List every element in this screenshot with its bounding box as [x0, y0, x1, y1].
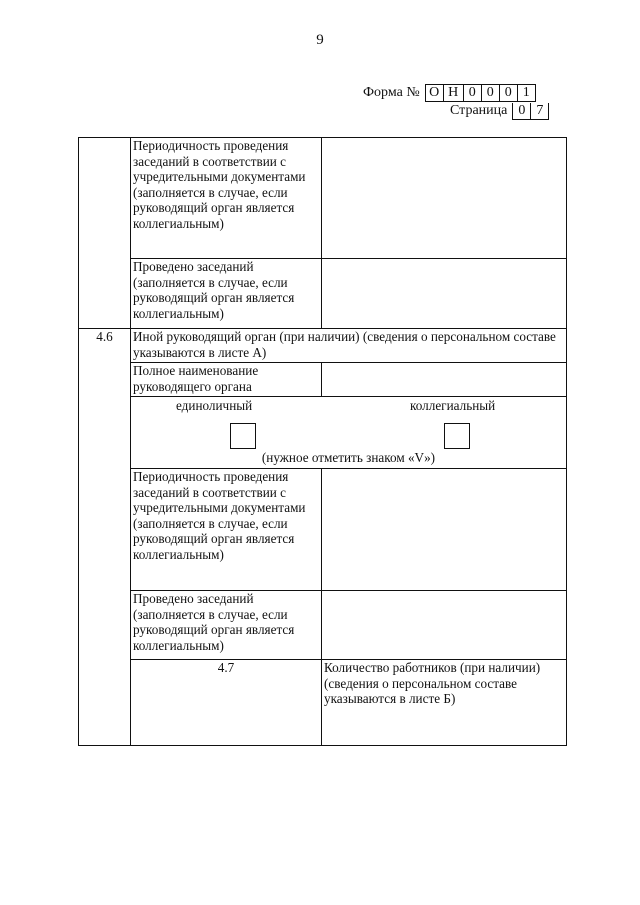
page-cell: 0	[513, 103, 531, 119]
form-code-cell: Н	[444, 85, 464, 101]
section-number: 4.7	[131, 660, 322, 746]
full-name-field[interactable]	[322, 363, 567, 397]
form-label: Форма №	[363, 85, 420, 100]
meetings-label: Проведено заседаний (заполняется в случае, если руководящий орган является коллегиальным)	[131, 591, 322, 660]
full-name-label: Полное наименование руководящего органа	[131, 363, 322, 397]
form-code-cells	[425, 84, 536, 102]
employees-label: Количество работников (при наличии) (сведения о персональном составе указываются в листе Б)	[322, 660, 567, 746]
sole-checkbox[interactable]	[230, 423, 256, 449]
page-cell: 7	[531, 103, 549, 119]
table-row	[79, 469, 567, 591]
form-code-cell: 0	[482, 85, 500, 101]
page-indicator-row	[450, 102, 549, 120]
table-row	[79, 138, 567, 259]
form-code-cell: 0	[464, 85, 482, 101]
form-code-cell: 1	[518, 85, 536, 101]
table-row	[79, 397, 567, 469]
form-code-cell: О	[426, 85, 444, 101]
periodicity-field[interactable]	[322, 469, 567, 591]
table-row	[79, 591, 567, 660]
table-row	[79, 660, 567, 746]
page-label: Страница	[450, 103, 508, 118]
form-code-cell: 0	[500, 85, 518, 101]
page-cells	[512, 103, 549, 120]
table-row	[79, 259, 567, 329]
periodicity-label: Периодичность проведения заседаний в соответствии с учредительными документами (заполняется в случае, если руководящий орган является коллегиальным)	[131, 469, 322, 591]
body-type-choice	[131, 397, 567, 469]
collegial-label: коллегиальный	[410, 398, 496, 413]
section-title: Иной руководящий орган (при наличии) (сведения о персональном составе указываются в листе А)	[131, 329, 567, 363]
form-number-row	[363, 84, 536, 102]
periodicity-label: Периодичность проведения заседаний в соответствии с учредительными документами (заполняется в случае, если руководящий орган является коллегиальным)	[131, 138, 322, 259]
section-number: 4.6	[79, 329, 131, 746]
meetings-label: Проведено заседаний (заполняется в случае, если руководящий орган является коллегиальным)	[131, 259, 322, 329]
periodicity-field[interactable]	[322, 138, 567, 259]
meetings-field[interactable]	[322, 591, 567, 660]
page-number: 9	[316, 32, 324, 48]
meetings-field[interactable]	[322, 259, 567, 329]
check-hint: (нужное отметить знаком «V»)	[261, 450, 436, 465]
table-row	[79, 329, 567, 363]
sole-label: единоличный	[176, 398, 253, 413]
table-row	[79, 363, 567, 397]
form-table	[78, 137, 567, 746]
empty-number-cell	[79, 138, 131, 329]
collegial-checkbox[interactable]	[444, 423, 470, 449]
